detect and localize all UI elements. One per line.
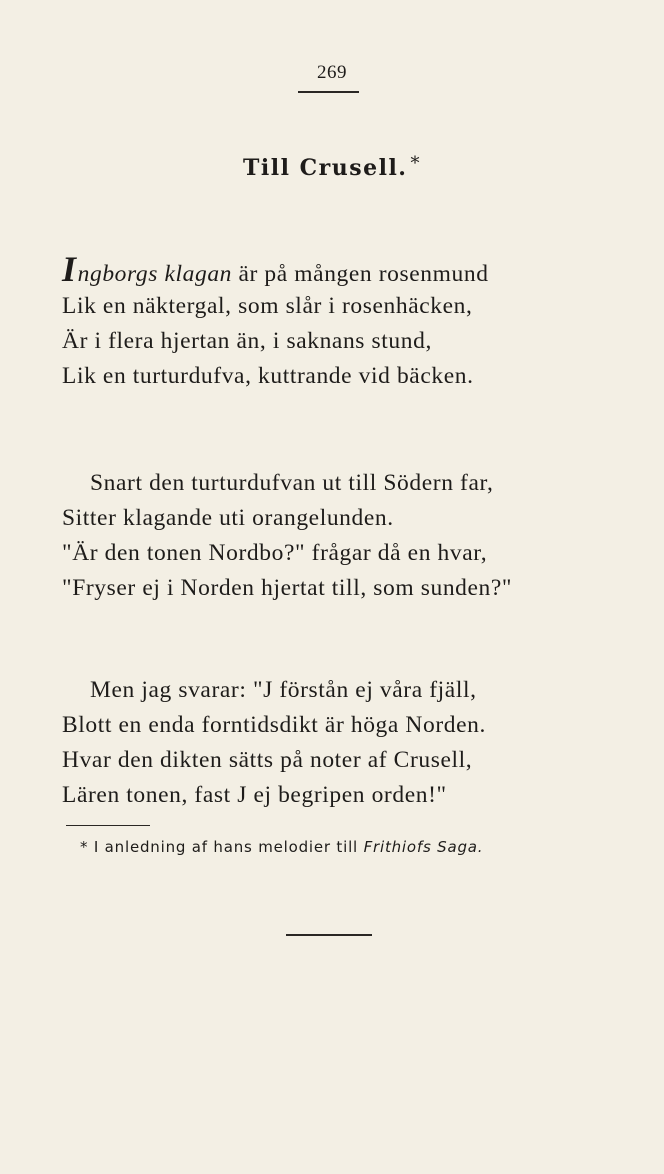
poem-line <box>62 249 602 289</box>
footnote-marker: * <box>80 838 89 856</box>
end-rule <box>286 934 372 936</box>
poem-title-text: Till Crusell. <box>243 155 408 181</box>
stanza-3 <box>62 673 602 813</box>
poem-line: Hvar den dikten sätts på noter af Crusell, <box>62 747 473 773</box>
footnote-rule <box>66 825 150 826</box>
footnote <box>80 838 620 856</box>
poem-line: Men jag svarar: "J förstån ej våra fjäll, <box>90 677 477 703</box>
page-number: 269 <box>317 62 347 83</box>
poem-line: Blott en enda forntidsdikt är höga Norden. <box>62 712 486 738</box>
poem-line: Är i flera hjertan än, i saknans stund, <box>62 328 432 354</box>
poem-line: Lik en turturdufva, kuttrande vid bäcken. <box>62 363 474 389</box>
poem-line: "Är den tonen Nordbo?" frågar då en hvar, <box>62 540 488 566</box>
footnote-text: I anledning af hans melodier till <box>88 838 364 856</box>
italic-phrase: ngborgs klagan <box>77 261 233 287</box>
stanza-2 <box>62 466 602 606</box>
poem-line: Sitter klagande uti orangelunden. <box>62 505 394 531</box>
drop-cap: I <box>62 249 77 289</box>
poem-title <box>0 153 664 181</box>
page-number-rule <box>298 91 359 93</box>
poem-line: Lären tonen, fast J ej begripen orden!" <box>62 782 447 808</box>
footnote-italic-title: Frithiofs Saga. <box>363 838 484 856</box>
title-footnote-marker: * <box>410 153 421 174</box>
line-text: är på mången rosenmund <box>232 261 489 287</box>
poem-line: Snart den turturdufvan ut till Södern far, <box>90 470 494 496</box>
stanza-1 <box>62 249 602 394</box>
poem-line: "Fryser ej i Norden hjertat till, som sunden?" <box>62 575 513 601</box>
poem-line: Lik en näktergal, som slår i rosenhäcken, <box>62 293 473 319</box>
